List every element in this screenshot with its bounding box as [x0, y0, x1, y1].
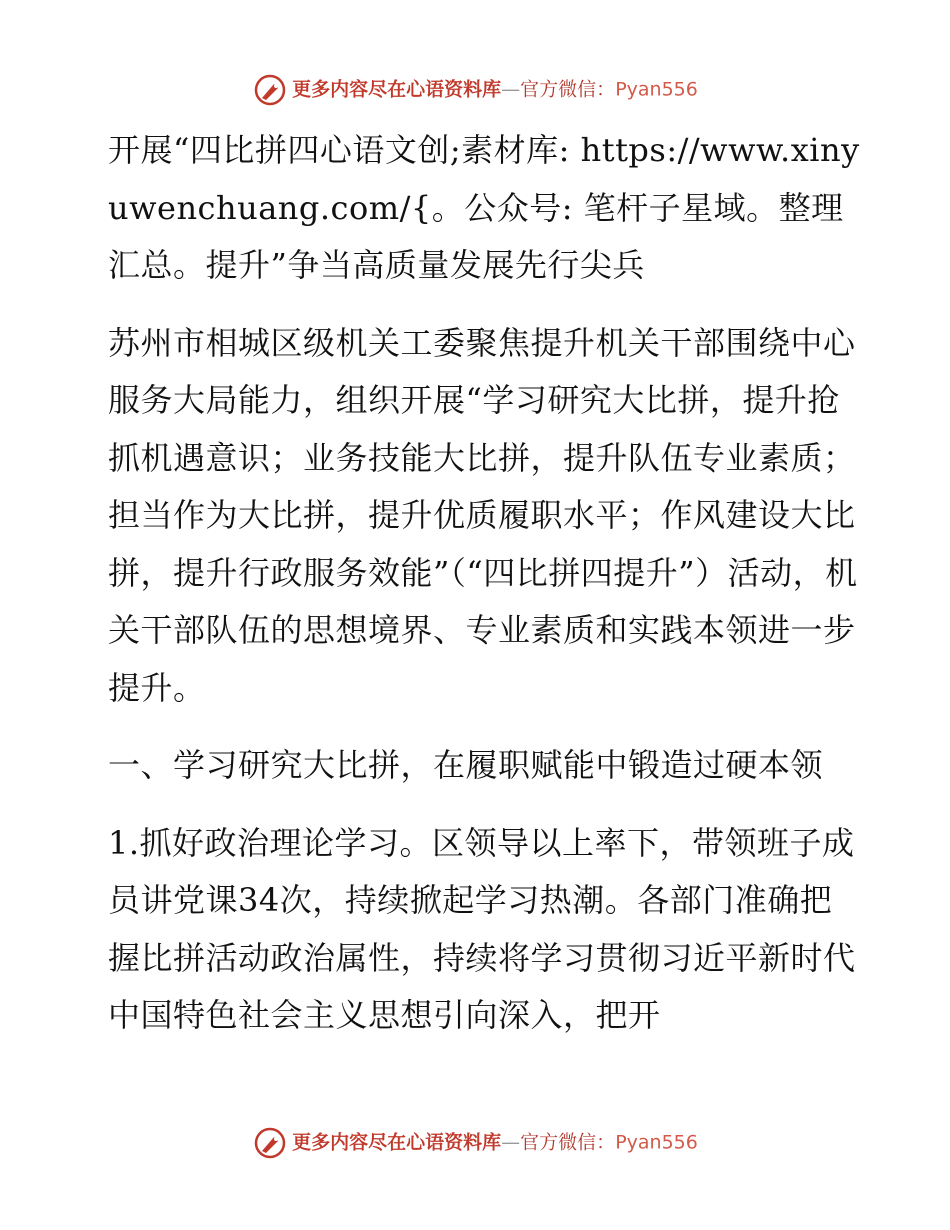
banner-brand: 更多内容尽在心语资料库: [292, 78, 502, 101]
document-body: [98, 122, 860, 1045]
banner-wechat-label: 官方微信：: [520, 1131, 616, 1154]
banner-account: Pyan556: [615, 78, 698, 101]
document-title: 开展“四比拼四心语文创;素材库: https://www.xinyuwenchuang.com/{。公众号: 笔杆子星域。整理汇总。提升”争当高质量发展先行尖兵: [108, 131, 860, 284]
bottom-banner: [0, 1125, 950, 1161]
item-paragraph: 1.抓好政治理论学习。区领导以上率下，带领班子成员讲党课34次，持续掀起学习热潮。各部门准确把握比拼活动政治属性，持续将学习贯彻习近平新时代中国特色社会主义思想引向深入，把开: [108, 823, 856, 1034]
top-banner: [0, 72, 950, 108]
section-heading: 一、学习研究大比拼，在履职赋能中锻造过硬本领: [108, 746, 824, 784]
banner-separator: —: [501, 78, 521, 101]
banner-account: Pyan556: [615, 1131, 698, 1154]
banner-brand: 更多内容尽在心语资料库: [292, 1131, 502, 1154]
banner-separator: —: [501, 1131, 521, 1154]
banner-wechat-label: 官方微信：: [520, 78, 616, 101]
pen-nib-logo-icon: [252, 72, 288, 108]
intro-paragraph: 苏州市相城区级机关工委聚焦提升机关干部围绕中心服务大局能力，组织开展“学习研究大比拼，提升抢抓机遇意识；业务技能大比拼，提升队伍专业素质；担当作为大比拼，提升优质履职水平；作风建设大比拼，提升行政服务效能”（“四比拼四提升”）活动，机关干部队伍的思想境界、专业素质和实践本领进一步提升。: [108, 323, 858, 707]
pen-nib-logo-icon: [252, 1125, 288, 1161]
